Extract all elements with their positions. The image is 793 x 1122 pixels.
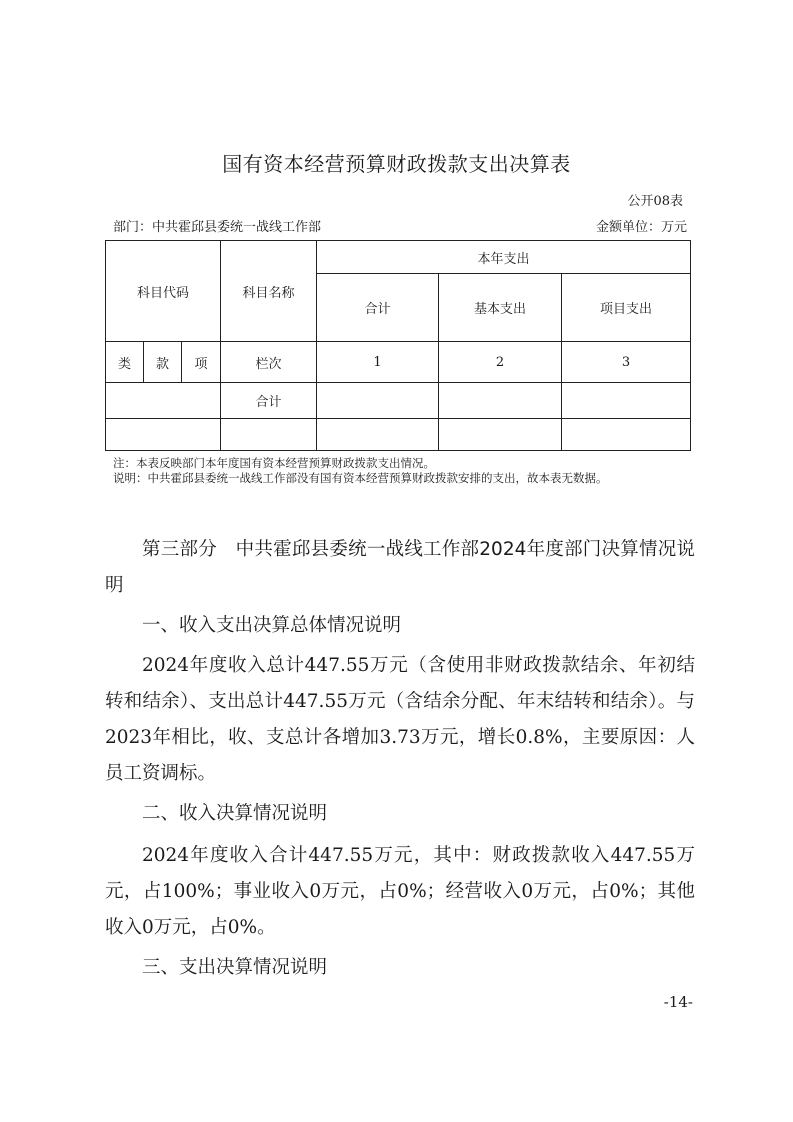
cell-total-label: 合计 — [221, 383, 317, 419]
page-number: -14- — [663, 993, 693, 1011]
unit-label: 金额单位：万元 — [595, 220, 687, 235]
part-heading: 第三部分 中共霍邱县委统一战线工作部2024年度部门决算情况说明 — [105, 539, 695, 596]
cell-empty — [221, 419, 317, 451]
budget-table — [105, 240, 691, 451]
cell-empty — [106, 419, 221, 451]
paragraph-1: 2024年度收入总计447.55万元（含使用非财政拨款结余、年初结转和结余）、支出总计447.55万元（含结余分配、年末结转和结余）。与2023年相比，收、支总计各增加3.73万元，增长0.8%，主要原因：人员工资调标。 — [105, 655, 695, 784]
header-subject-name: 科目名称 — [221, 241, 317, 342]
form-number: 公开08表 — [627, 194, 683, 209]
cell-empty — [439, 383, 562, 419]
cell-empty — [439, 419, 562, 451]
section-heading-1: 一、收入支出决算总体情况说明 — [142, 615, 402, 636]
header-subject-code: 科目代码 — [106, 241, 221, 342]
table-title: 国有资本经营预算财政拨款支出决算表 — [222, 152, 571, 176]
cell-xiang: 项 — [182, 342, 221, 383]
cell-empty — [317, 383, 439, 419]
header-project-expense: 项目支出 — [562, 274, 691, 342]
paragraph-2: 2024年度收入合计447.55万元，其中：财政拨款收入447.55万元，占100%；事业收入0万元，占0%；经营收入0万元，占0%；其他收入0万元，占0%。 — [105, 845, 695, 938]
cell-lei: 类 — [106, 342, 144, 383]
section-heading-2: 二、收入决算情况说明 — [142, 803, 328, 824]
cell-col-2: 2 — [439, 342, 562, 383]
cell-lanci: 栏次 — [221, 342, 317, 383]
cell-kuan: 款 — [144, 342, 182, 383]
header-current-year-expense: 本年支出 — [317, 241, 691, 274]
department-label: 部门：中共霍邱县委统一战线工作部 — [113, 220, 322, 235]
table-explanation: 说明：中共霍邱县委统一战线工作部没有国有资本经营预算财政拨款安排的支出，故本表无数据。 — [113, 471, 608, 485]
section-heading-3: 三、支出决算情况说明 — [142, 957, 328, 978]
cell-col-1: 1 — [317, 342, 439, 383]
header-basic-expense: 基本支出 — [439, 274, 562, 342]
table-note: 注：本表反映部门本年度国有资本经营预算财政拨款支出情况。 — [113, 456, 435, 470]
cell-empty — [317, 419, 439, 451]
cell-empty — [562, 419, 691, 451]
cell-col-3: 3 — [562, 342, 691, 383]
cell-empty — [562, 383, 691, 419]
cell-empty — [106, 383, 221, 419]
header-total: 合计 — [317, 274, 439, 342]
